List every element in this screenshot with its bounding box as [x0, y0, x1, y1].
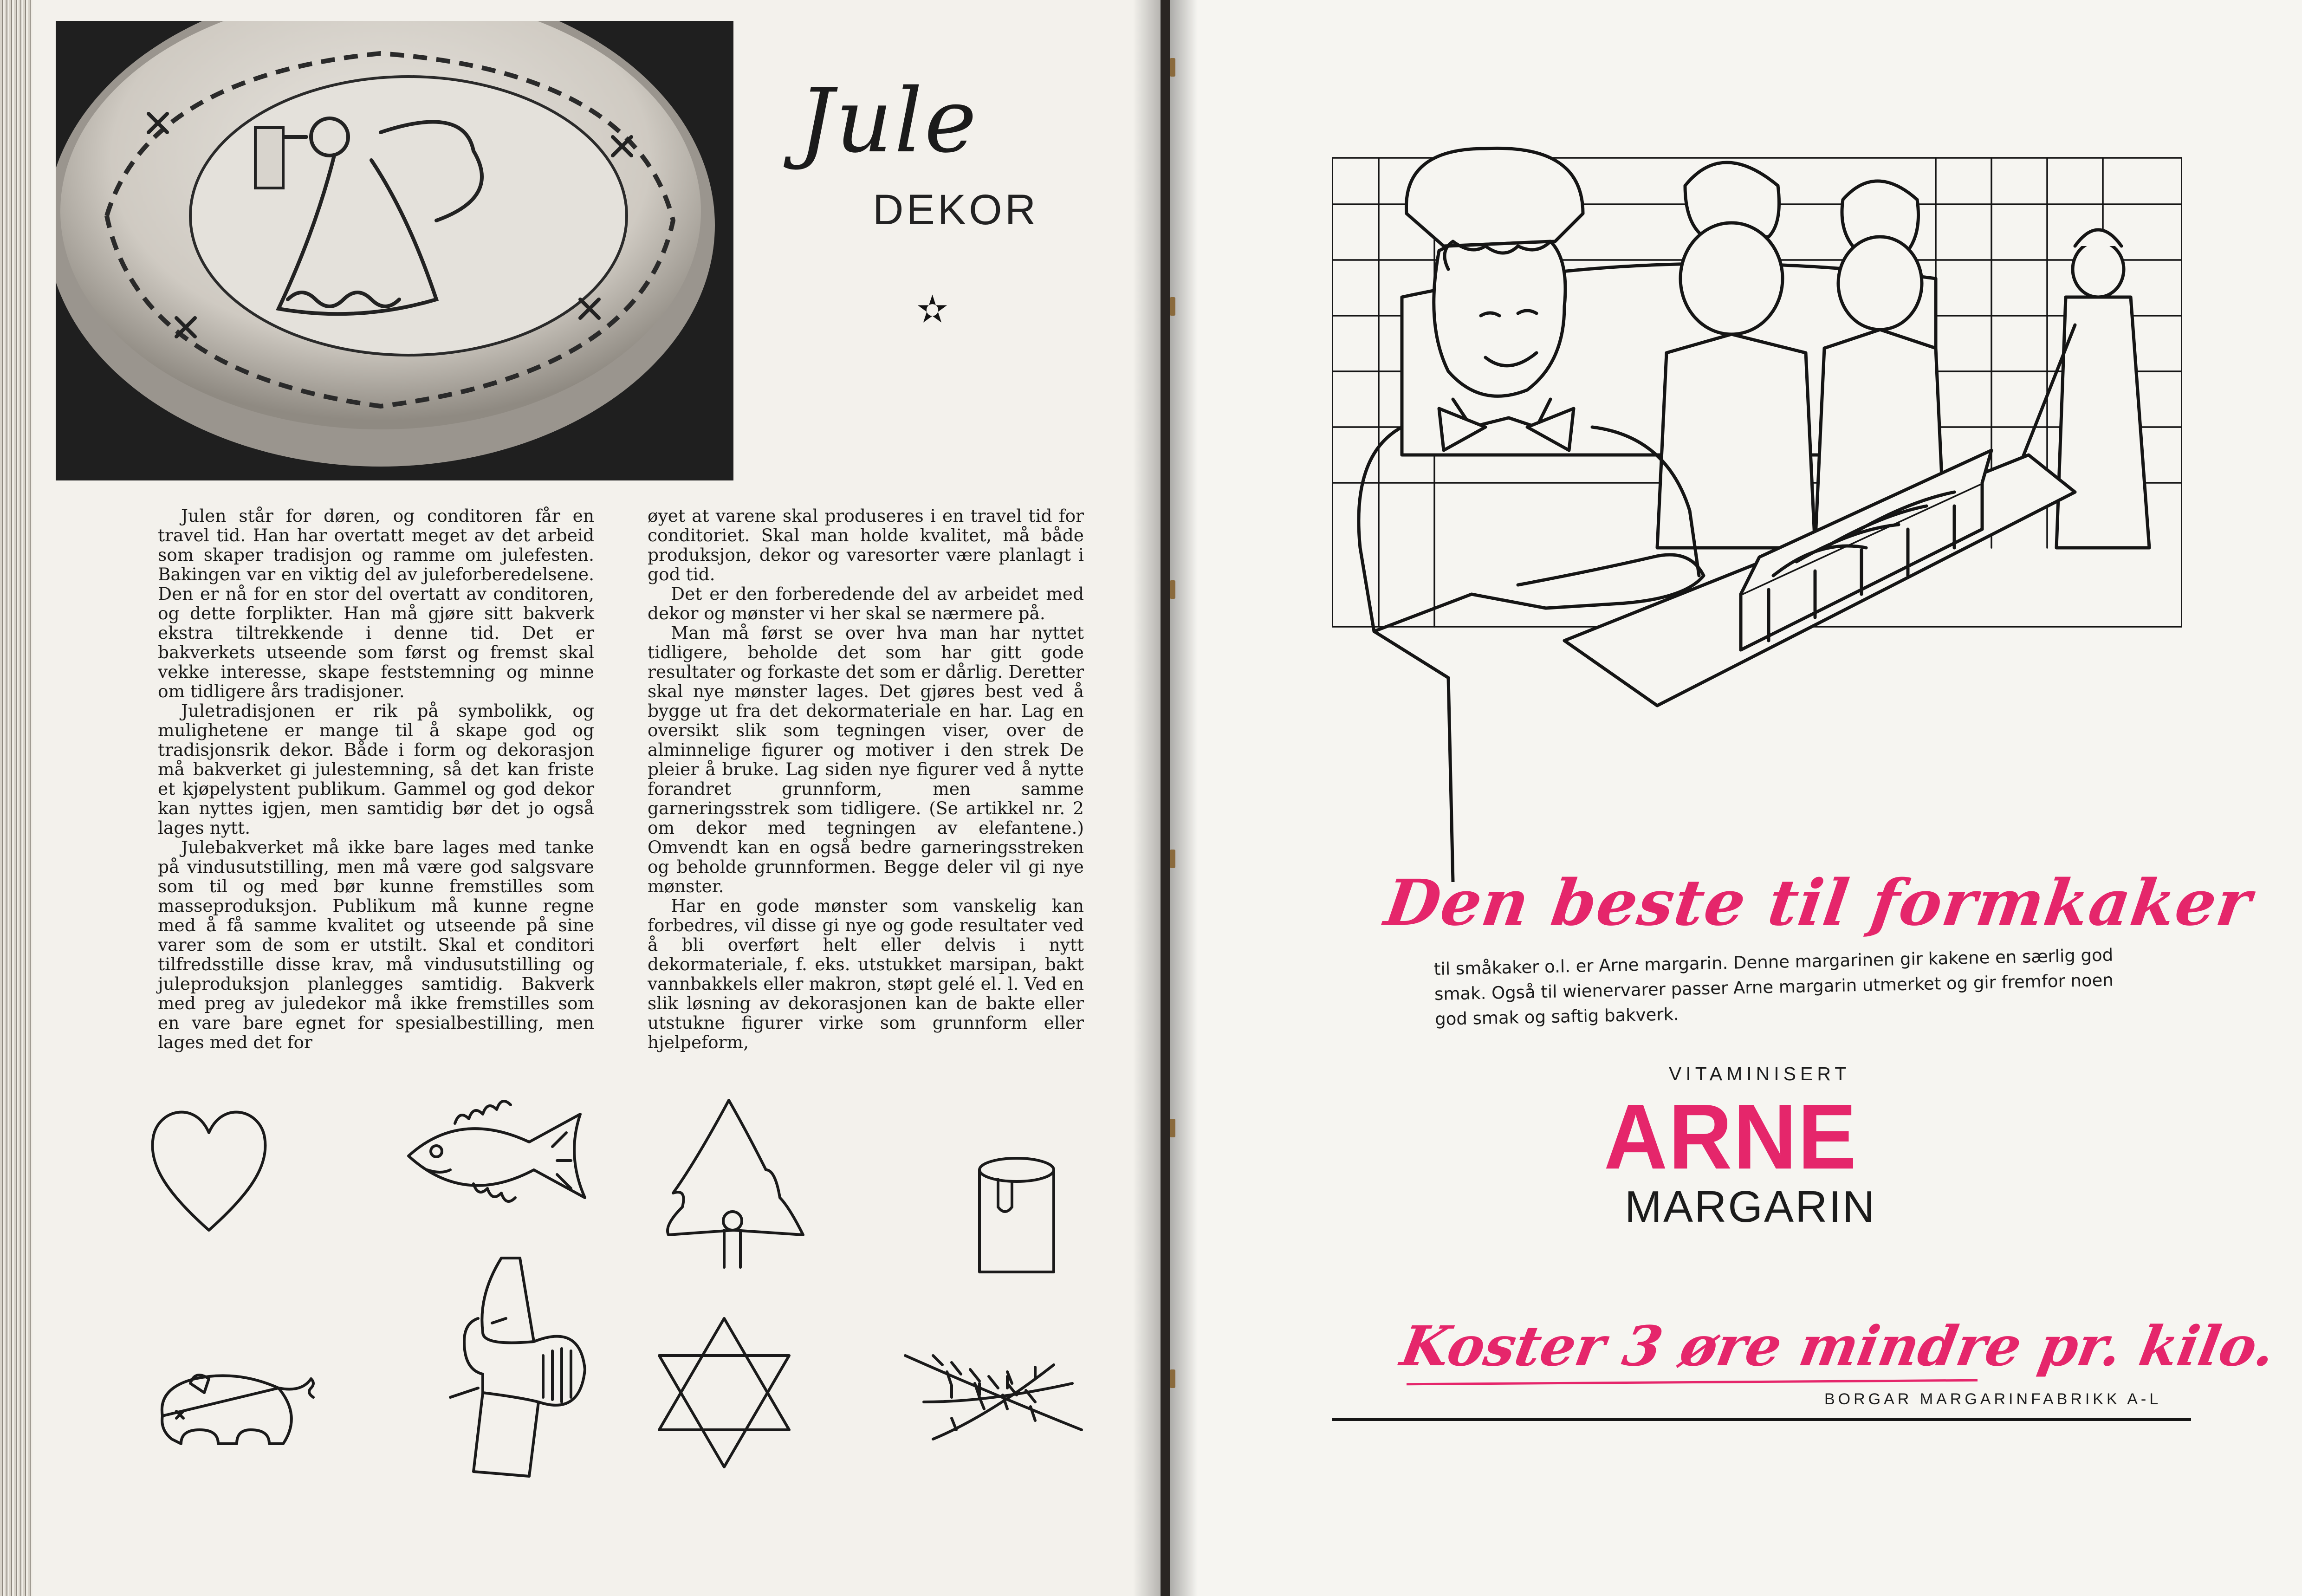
paragraph: Man må først se over hva man har nyttet tidligere, beholde det som har gitt gode resultater og forkaste det som er dårlig. Deretter skal nye mønster lages. Det gjøres best ved å bygge ut fra det dekormateriale en har. Lag en oversikt slik som tegningen viser, over de alminnelige figurer og motiver i den strek De pleier å bruke. Lag siden nye figurer ved å nytte forandret grunnform, men samme garneringsstrek som tidligere. (Se artikkel nr. 2 om dekor med tegningen av elefantene.) Omvendt kan en også bedre garneringsstreken og beholde grunnformen. Begge deler vil gi nye mønster.: [648, 623, 1084, 896]
binding-stitch: [1170, 850, 1175, 868]
page-edge-stack: [0, 0, 32, 1596]
paragraph: Julen står for døren, og conditoren får en travel tid. Han har overtatt meget av det arbeid som skaper tradisjon og ramme om julefesten. Bakingen var en viktig del av juleforberedelsene. Den er nå for en stor del overtatt av conditoren, og dette forplikter. Han må gjøre sitt bakverk ekstra tiltrekkende i denne tid. Det er bakverkets utseende som først og fremst skal vekke interesse, skape feststemning og minne om tidligere års tradisjoner.: [158, 506, 594, 701]
paragraph: øyet at varene skal produseres i en travel tid for conditoriet. Skal man holde kvalitet, må både produksjon, dekor og varesorter være planlagt i god tid.: [648, 506, 1084, 584]
paragraph: Julebakverket må ikke bare lages med tanke på vindusutstilling, men må være god salgsvare som til og med bør kunne fremstilles som masseproduksjon. Publikum må kunne regne med å få samme kvalitet og utseende på sine varer som de som er utstilt. Skal et conditori tilfredsstille disse krav, må vindusutstilling og juleproduksjon planlegges samtidig. Bakverk med preg av juledekor må ikke fremstilles som en vare bare egnet for spesialbestilling, men lages med det for: [158, 837, 594, 1052]
fish-icon: [399, 1100, 603, 1212]
gutter-shadow-left: [1133, 0, 1161, 1596]
paragraph: Det er den forberedende del av arbeidet med dekor og mønster vi her skal se nærmere på.: [648, 584, 1084, 623]
bakers-illustration: [1332, 130, 2182, 882]
pig-icon: [153, 1360, 320, 1453]
paragraph: Har en gode mønster som vanskelig kan forbedres, vil disse gi nye og gode resultater ved å bli overført helt eller delvis i nytt dekormateriale, f. eks. utstukket marsipan, bakt vannbakkels eller makron, støpt gelé el. l. Ved en slik løsning av dekorasjonen kan de bakte eller utstukne figurer virke som grunnform eller hjelpeform,: [648, 895, 1084, 1052]
binding-stitch: [1170, 297, 1175, 316]
star-of-david-icon: [650, 1314, 798, 1472]
article-column-left: [158, 506, 594, 1052]
binding-stitch: [1170, 1119, 1175, 1137]
ad-price-claim: Koster 3 øre mindre pr. kilo.: [1396, 1314, 2280, 1378]
ad-headline: Den beste til formkaker: [1380, 866, 2257, 940]
pine-branch-icon: [896, 1337, 1091, 1458]
ad-tagline: VITAMINISERT: [1669, 1063, 1851, 1084]
paragraph: Juletradisjonen er rik på symbolikk, og mulighetene er mange til å skape god og tradisjonsrik dekor. Både i form og dekorasjon må bakverket gi julestemning, så det kan friste et kjøpelystent publikum. Gammel og god dekor kan nyttes igjen, men samtidig bør det jo også lages nytt.: [158, 701, 594, 838]
candle-icon: [975, 1156, 1058, 1277]
title-star-icon: ✫: [917, 288, 948, 331]
binding-stitch: [1170, 58, 1175, 77]
decorated-plate-photo: [56, 21, 733, 480]
ad-product-name: MARGARIN: [1625, 1182, 1876, 1232]
angel-icon: [427, 1249, 603, 1481]
ad-body-text: til småkaker o.l. er Arne margarin. Denne margarinen gir kakene en særlig god smak. Også til wienervarer passer Arne margarin utmerket og gir fremfor noen god smak og saftig bakverk.: [1433, 945, 2114, 1030]
article-column-right: [648, 506, 1084, 1052]
gutter-shadow-right: [1170, 0, 1198, 1596]
tree-icon: [659, 1096, 812, 1272]
heart-icon: [149, 1100, 269, 1239]
ad-company-name: BORGAR MARGARINFABRIKK A-L: [1824, 1390, 2162, 1408]
ad-bottom-rule: [1332, 1418, 2191, 1421]
article-title-caps: DEKOR: [873, 186, 1039, 234]
ad-brand-logo: ARNE: [1604, 1085, 1858, 1189]
binding-stitch: [1170, 1369, 1175, 1388]
binding-stitch: [1170, 580, 1175, 599]
article-title-script: Jule: [798, 70, 979, 172]
